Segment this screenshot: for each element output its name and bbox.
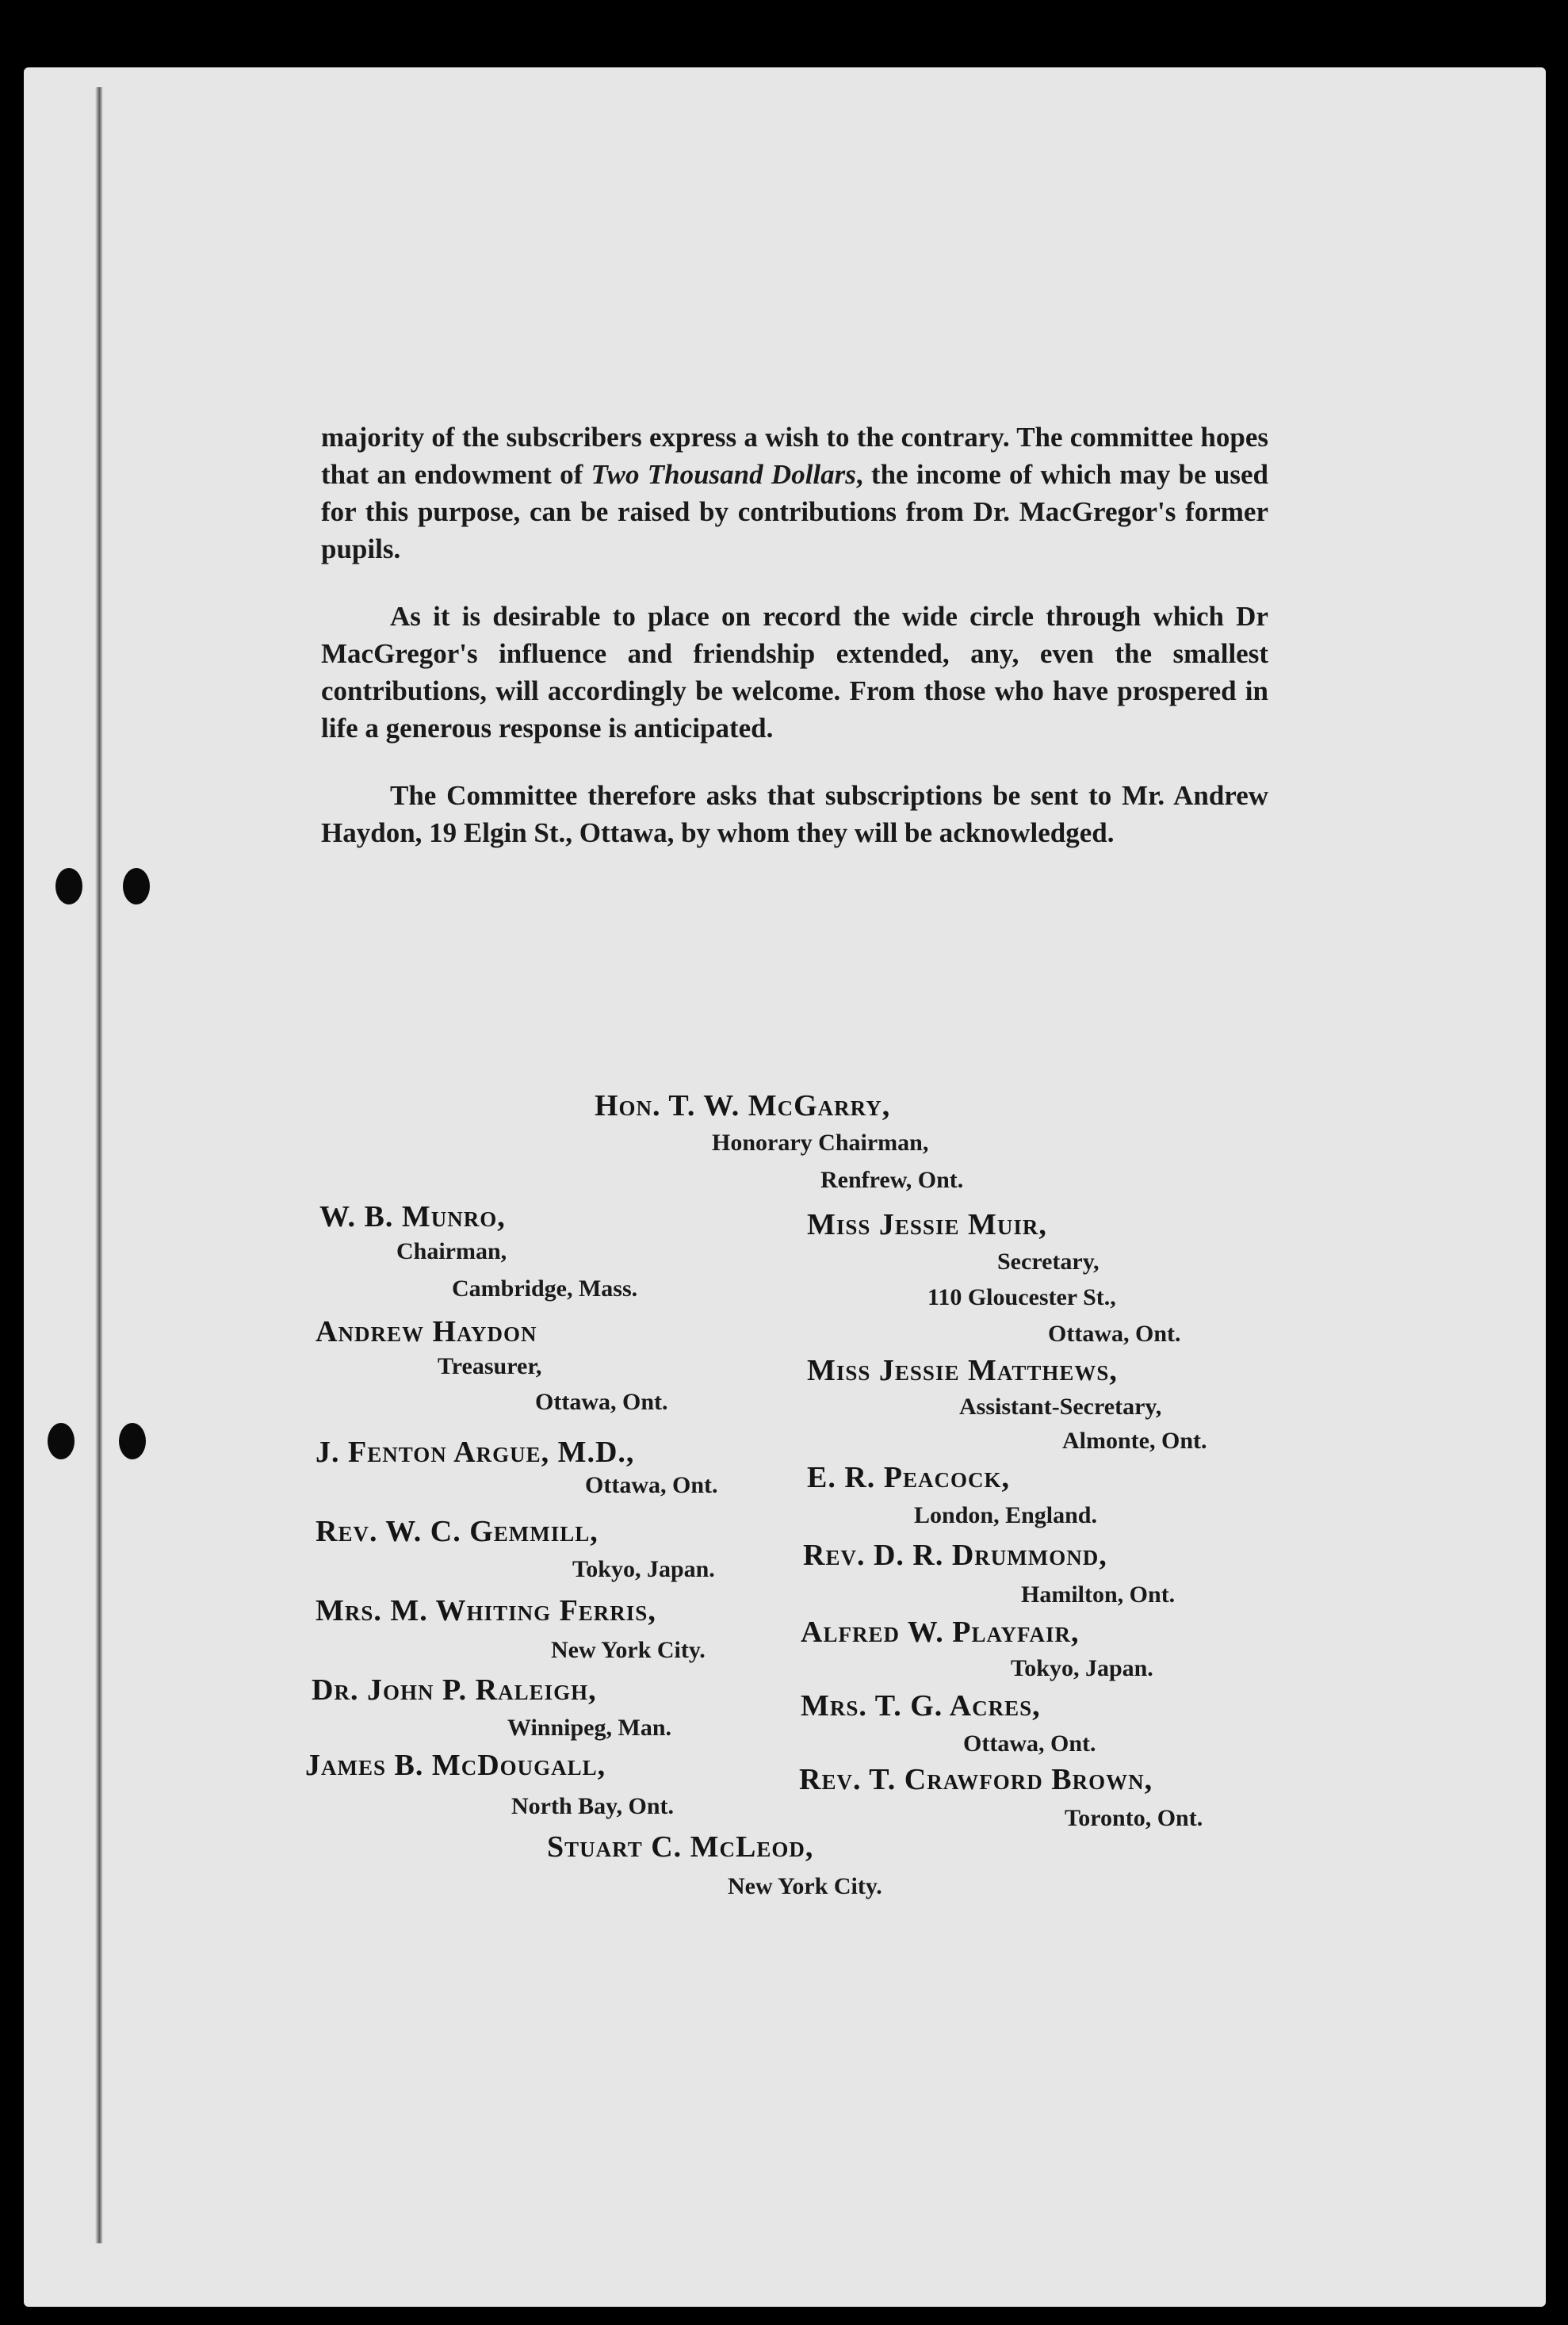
member-detail: Hamilton, Ont.: [1021, 1581, 1176, 1608]
committee-member-name: Mrs. T. G. Acres,: [801, 1689, 1041, 1723]
committee-member-name: E. R. Peacock,: [807, 1461, 1011, 1494]
member-detail: Ottawa, Ont.: [585, 1472, 718, 1498]
committee-member-name: James B. McDougall,: [305, 1749, 606, 1782]
committee-member-name: Miss Jessie Matthews,: [807, 1354, 1118, 1387]
committee-member-name: Dr. John P. Raleigh,: [312, 1673, 597, 1707]
punch-hole: [48, 1423, 75, 1459]
paragraph: majority of the subscribers express a wish to the contrary. The committee hopes that an endowment of Two Thousand Dollars, the income of which may be used for this purpose, can be raised by contributions from Dr. MacGregor's former pupils.: [321, 422, 1268, 564]
page-fold: [95, 87, 103, 2243]
committee-member-name: Rev. D. R. Drummond,: [803, 1539, 1107, 1572]
member-detail: Renfrew, Ont.: [820, 1167, 964, 1193]
member-detail: Treasurer,: [438, 1353, 542, 1379]
member-detail: Toronto, Ont.: [1065, 1805, 1203, 1831]
body-text: [321, 419, 1268, 851]
punch-hole: [119, 1423, 146, 1459]
committee-member-name: Stuart C. McLeod,: [547, 1830, 814, 1864]
committee-member-name: Hon. T. W. McGarry,: [595, 1089, 891, 1122]
committee-member-name: Miss Jessie Muir,: [807, 1208, 1047, 1241]
member-detail: Secretary,: [997, 1249, 1100, 1275]
member-detail: New York City.: [728, 1873, 882, 1899]
committee-member-name: Rev. T. Crawford Brown,: [799, 1763, 1153, 1796]
member-detail: 110 Gloucester St.,: [927, 1284, 1116, 1310]
member-detail: Tokyo, Japan.: [1011, 1655, 1153, 1681]
punch-hole: [55, 868, 82, 904]
member-detail: Honorary Chairman,: [712, 1130, 929, 1156]
punch-hole: [123, 868, 150, 904]
paragraph: The Committee therefore asks that subscriptions be sent to Mr. Andrew Haydon, 19 Elgin St., Ottawa, by whom they will be acknowledged.: [321, 780, 1268, 848]
member-detail: Assistant-Secretary,: [959, 1394, 1162, 1420]
paragraph: As it is desirable to place on record the wide circle through which Dr MacGregor's influence and friendship extended, any, even the smallest contributions, will accordingly be welcome. From those who have prospered in life a generous response is anticipated.: [321, 601, 1268, 744]
member-detail: Tokyo, Japan.: [572, 1556, 715, 1582]
member-detail: Ottawa, Ont.: [963, 1730, 1096, 1757]
committee-member-name: Rev. W. C. Gemmill,: [316, 1515, 599, 1548]
document-page: [24, 67, 1546, 2307]
member-detail: Chairman,: [396, 1238, 507, 1264]
member-detail: Cambridge, Mass.: [452, 1275, 638, 1302]
committee-member-name: Andrew Haydon: [316, 1315, 537, 1348]
member-detail: North Bay, Ont.: [511, 1793, 675, 1819]
member-detail: Ottawa, Ont.: [1048, 1321, 1181, 1347]
committee-member-name: J. Fenton Argue, M.D.,: [316, 1436, 635, 1469]
member-detail: Ottawa, Ont.: [535, 1389, 668, 1415]
committee-member-name: Alfred W. Playfair,: [801, 1616, 1080, 1649]
member-detail: New York City.: [551, 1637, 706, 1663]
member-detail: Almonte, Ont.: [1062, 1428, 1207, 1454]
committee-member-name: Mrs. M. Whiting Ferris,: [316, 1594, 656, 1627]
member-detail: Winnipeg, Man.: [507, 1715, 671, 1741]
member-detail: London, England.: [914, 1502, 1097, 1528]
committee-member-name: W. B. Munro,: [319, 1200, 506, 1233]
